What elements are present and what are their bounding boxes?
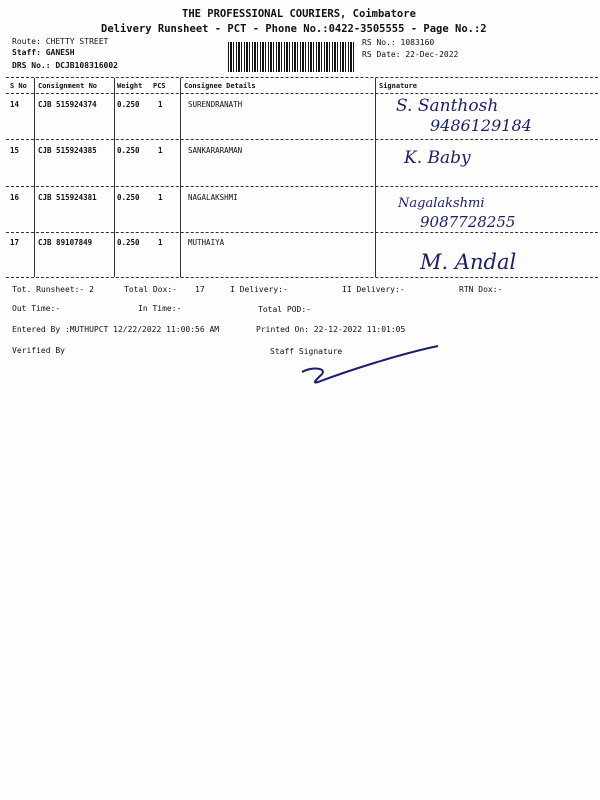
total-pod: Total POD:- [258, 305, 311, 314]
row-consignee: MUTHAIYA [188, 238, 225, 247]
column-divider [114, 78, 115, 277]
printed-on: Printed On: 22-12-2022 11:01:05 [256, 325, 406, 334]
signature-phone: 9087728255 [420, 213, 516, 231]
rs-number: RS No.: 1083160 [362, 38, 435, 47]
staff-label: Staff: GANESH [12, 48, 75, 57]
row-sno: 14 [10, 100, 20, 109]
table-top-rule [6, 77, 598, 78]
column-divider [375, 78, 376, 277]
staff-signature-mark [290, 340, 450, 390]
rs-date: RS Date: 22-Dec-2022 [362, 50, 459, 59]
col-header-signature: Signature [379, 82, 417, 90]
signature-name: S. Santhosh [396, 96, 499, 116]
in-time: In Time:- [138, 304, 182, 313]
signature-name: Nagalakshmi [398, 196, 485, 211]
drs-number: DRS No.: DCJB108316002 [12, 61, 118, 70]
row-pcs: 1 [158, 146, 163, 155]
barcode [228, 42, 354, 72]
i-delivery: I Delivery:- [230, 285, 288, 294]
signature-name: K. Baby [404, 148, 471, 168]
tot-runsheet: Tot. Runsheet:- 2 [12, 285, 94, 294]
row-sno: 16 [10, 193, 20, 202]
total-dox-value: 17 [195, 285, 205, 294]
row-consignment: CJB 89107849 [38, 238, 93, 247]
signature-phone: 9486129184 [430, 116, 532, 135]
staff-signature-label: Staff Signature [270, 347, 343, 356]
ii-delivery: II Delivery:- [342, 285, 405, 294]
row-sno: 15 [10, 146, 20, 155]
row-pcs: 1 [158, 238, 163, 247]
column-divider [180, 78, 181, 277]
col-header-consignee: Consignee Details [184, 82, 256, 90]
row-consignment: CJB 515924385 [38, 146, 97, 155]
row-rule [6, 232, 598, 233]
row-consignee: NAGALAKSHMI [188, 193, 238, 202]
col-header-weight: Weight [117, 82, 143, 90]
col-header-pcs: PCS [153, 82, 166, 90]
row-pcs: 1 [158, 100, 163, 109]
row-rule [6, 186, 598, 187]
row-consignee: SANKARARAMAN [188, 146, 243, 155]
signature-name: M. Andal [420, 250, 517, 274]
total-dox-label: Total Dox:- [124, 285, 177, 294]
column-divider [34, 78, 35, 277]
out-time: Out Time:- [12, 304, 61, 313]
table-bottom-rule [6, 277, 598, 278]
row-weight: 0.250 [117, 238, 140, 247]
row-sno: 17 [10, 238, 20, 247]
row-consignment: CJB 515924374 [38, 100, 97, 109]
row-pcs: 1 [158, 193, 163, 202]
row-weight: 0.250 [117, 193, 140, 202]
verified-by: Verified By [12, 346, 65, 355]
row-weight: 0.250 [117, 146, 140, 155]
row-rule [6, 139, 598, 140]
table-header-rule [6, 93, 598, 94]
col-header-consignment: Consignment No [38, 82, 98, 90]
rtn-dox: RTN Dox:- [459, 285, 503, 294]
company-title: THE PROFESSIONAL COURIERS, Coimbatore [182, 8, 416, 20]
row-consignment: CJB 515924381 [38, 193, 97, 202]
row-consignee: SURENDRANATH [188, 100, 243, 109]
entered-by: Entered By :MUTHUPCT 12/22/2022 11:00:56 AM [12, 325, 220, 334]
route-label: Route: CHETTY STREET [12, 37, 109, 46]
row-weight: 0.250 [117, 100, 140, 109]
col-header-sno: S No [10, 82, 27, 90]
runsheet-title: Delivery Runsheet - PCT - Phone No.:0422-3505555 - Page No.:2 [101, 23, 487, 35]
